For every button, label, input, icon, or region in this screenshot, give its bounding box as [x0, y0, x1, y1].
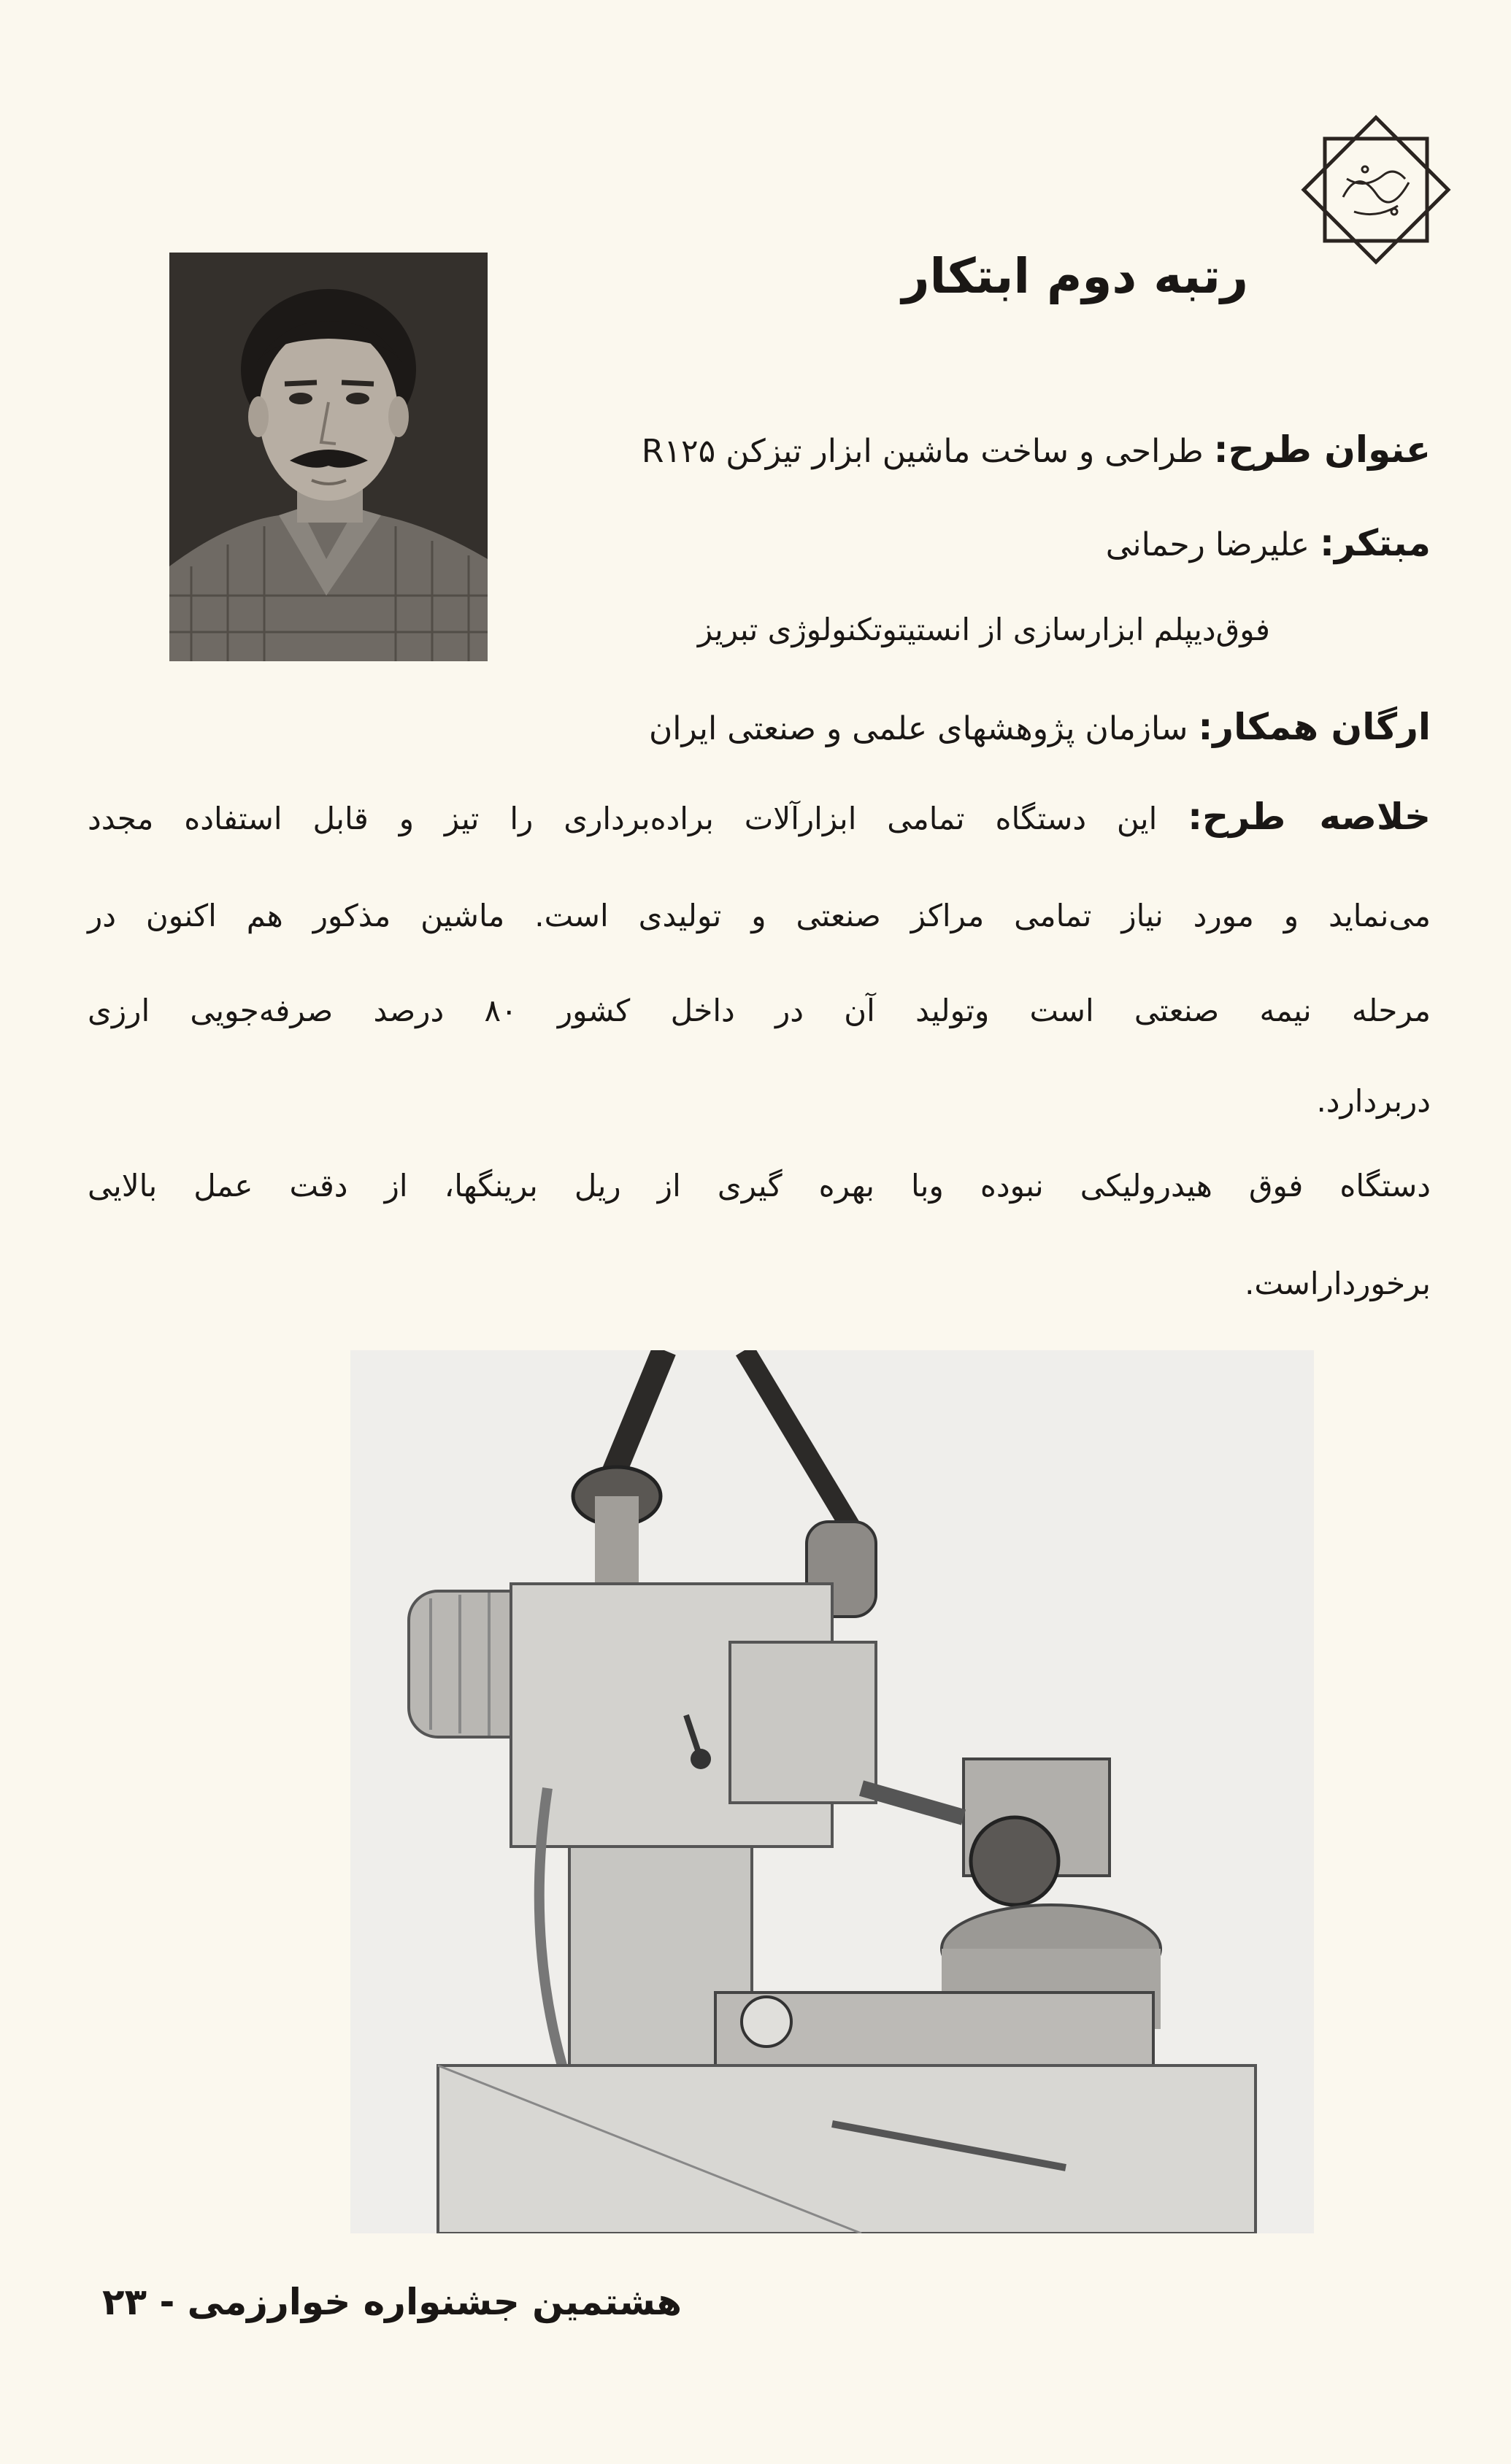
tool-grinding-machine-photo — [350, 1350, 1314, 2233]
page-footer: هشتمین جشنواره خوارزمی - ۲۳ — [102, 2281, 683, 2323]
summary-line-2: می‌نماید و مورد نیاز تمامی مراکز صنعتی و تولیدی است. ماشین مذکور هم اکنون در — [88, 898, 1431, 933]
project-title-field — [642, 428, 1431, 471]
summary-line-1 — [88, 796, 1431, 838]
festival-emblem-icon — [1292, 102, 1460, 277]
summary-line-5: دستگاه فوق هیدرولیکی نبوده وبا بهره گیری از ریل برینگها، از دقت عمل بالایی — [88, 1168, 1431, 1204]
summary-line-4: دربردارد. — [1316, 1083, 1431, 1119]
inventor-portrait-photo — [169, 253, 488, 661]
rank-heading: رتبه دوم ابتکار — [901, 248, 1248, 304]
partner-field — [649, 705, 1431, 749]
education-line: فوق‌دیپلم ابزارسازی از انستیتوتکنولوژی تبریز — [697, 612, 1270, 647]
project-title-value: طراحی و ساخت ماشین ابزار تیزکن R۱۲۵ — [641, 433, 1204, 470]
inventor-field — [1106, 521, 1431, 565]
partner-value: سازمان پژوهشهای علمی و صنعتی ایران — [648, 710, 1188, 747]
summary-label: خلاصه طرح: — [1188, 796, 1431, 838]
inventor-value: علیرضا رحمانی — [1105, 526, 1310, 563]
partner-label: ارگان همکار: — [1198, 706, 1431, 748]
project-title-label: عنوان طرح: — [1213, 428, 1431, 471]
inventor-label: مبتکر: — [1320, 522, 1431, 564]
summary-line-6: برخورداراست. — [1245, 1266, 1431, 1301]
summary-text-1: این دستگاه تمامی ابزارآلات براده‌برداری را تیز و قابل استفاده مجدد — [88, 801, 1158, 836]
summary-line-3: مرحله نیمه صنعتی است وتولید آن در داخل کشور ۸۰ درصد صرفه‌جویی ارزی — [88, 993, 1431, 1028]
